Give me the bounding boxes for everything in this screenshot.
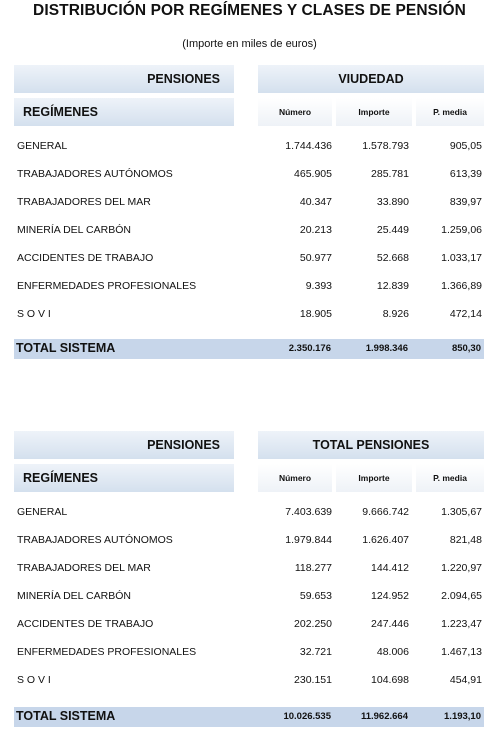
page-title: DISTRIBUCIÓN POR REGÍMENES Y CLASES DE PENSIÓN xyxy=(33,2,466,19)
row-media: 1.033,17 xyxy=(441,252,482,264)
row-label: MINERÍA DEL CARBÓN xyxy=(17,224,131,236)
column-header-media: P. media xyxy=(416,98,484,126)
row-numero: 50.977 xyxy=(299,252,332,264)
column-header-importe: Importe xyxy=(336,98,412,126)
table-row xyxy=(0,140,499,160)
column-header-media: P. media xyxy=(416,464,484,492)
pensiones-header: PENSIONES xyxy=(14,65,234,93)
row-importe: 104.698 xyxy=(371,674,409,686)
row-label: S O V I xyxy=(17,308,51,320)
table-row xyxy=(0,590,499,610)
row-media: 1.259,06 xyxy=(441,224,482,236)
row-importe: 124.952 xyxy=(371,590,409,602)
total-label: TOTAL SISTEMA xyxy=(16,709,116,723)
regimenes-header: REGÍMENES xyxy=(14,98,234,126)
total-numero: 2.350.176 xyxy=(288,343,331,354)
total-row xyxy=(14,339,484,359)
table-row xyxy=(0,618,499,638)
total-media: 1.193,10 xyxy=(444,711,481,722)
total-numero: 10.026.535 xyxy=(283,711,331,722)
row-importe: 144.412 xyxy=(371,562,409,574)
row-media: 1.220,97 xyxy=(441,562,482,574)
row-label: MINERÍA DEL CARBÓN xyxy=(17,590,131,602)
column-header-numero: Número xyxy=(258,464,332,492)
row-label: GENERAL xyxy=(17,506,68,518)
table-row xyxy=(0,196,499,216)
table-row xyxy=(0,224,499,244)
row-label: TRABAJADORES AUTÓNOMOS xyxy=(17,534,173,546)
row-numero: 1.744.436 xyxy=(285,140,332,152)
row-importe: 8.926 xyxy=(382,308,409,320)
clase-header: TOTAL PENSIONES xyxy=(258,431,484,459)
row-media: 905,05 xyxy=(449,140,482,152)
page-subtitle: (Importe en miles de euros) xyxy=(182,38,317,50)
row-importe: 1.626.407 xyxy=(362,534,409,546)
table-row xyxy=(0,280,499,300)
row-numero: 1.979.844 xyxy=(285,534,332,546)
row-numero: 18.905 xyxy=(299,308,332,320)
total-importe: 1.998.346 xyxy=(365,343,408,354)
row-importe: 1.578.793 xyxy=(362,140,409,152)
total-row xyxy=(14,707,484,727)
total-importe: 11.962.664 xyxy=(360,711,408,722)
row-label: TRABAJADORES DEL MAR xyxy=(17,562,151,574)
clase-header: VIUDEDAD xyxy=(258,65,484,93)
row-numero: 465.905 xyxy=(294,168,332,180)
row-numero: 40.347 xyxy=(299,196,332,208)
row-numero: 202.250 xyxy=(294,618,332,630)
row-media: 821,48 xyxy=(449,534,482,546)
row-numero: 230.151 xyxy=(294,674,332,686)
table-row xyxy=(0,674,499,694)
row-importe: 12.839 xyxy=(376,280,409,292)
table-row xyxy=(0,168,499,188)
row-numero: 7.403.639 xyxy=(285,506,332,518)
table-row xyxy=(0,252,499,272)
row-media: 472,14 xyxy=(449,308,482,320)
row-importe: 33.890 xyxy=(376,196,409,208)
row-media: 613,39 xyxy=(449,168,482,180)
row-numero: 32.721 xyxy=(299,646,332,658)
table-row xyxy=(0,506,499,526)
row-label: S O V I xyxy=(17,674,51,686)
row-numero: 59.653 xyxy=(299,590,332,602)
total-label: TOTAL SISTEMA xyxy=(16,341,116,355)
row-label: TRABAJADORES DEL MAR xyxy=(17,196,151,208)
column-header-importe: Importe xyxy=(336,464,412,492)
row-numero: 118.277 xyxy=(294,562,332,574)
table-row xyxy=(0,534,499,554)
row-importe: 25.449 xyxy=(376,224,409,236)
row-numero: 9.393 xyxy=(305,280,332,292)
row-label: ENFERMEDADES PROFESIONALES xyxy=(17,280,197,292)
row-media: 1.467,13 xyxy=(441,646,482,658)
row-media: 1.366,89 xyxy=(441,280,482,292)
table-row xyxy=(0,308,499,328)
row-media: 839,97 xyxy=(449,196,482,208)
row-media: 1.305,67 xyxy=(441,506,482,518)
total-media: 850,30 xyxy=(451,343,481,354)
row-label: GENERAL xyxy=(17,140,68,152)
row-label: ENFERMEDADES PROFESIONALES xyxy=(17,646,197,658)
row-media: 1.223,47 xyxy=(441,618,482,630)
row-media: 2.094,65 xyxy=(441,590,482,602)
row-label: TRABAJADORES AUTÓNOMOS xyxy=(17,168,173,180)
pensiones-header: PENSIONES xyxy=(14,431,234,459)
row-numero: 20.213 xyxy=(299,224,332,236)
column-header-numero: Número xyxy=(258,98,332,126)
row-importe: 48.006 xyxy=(376,646,409,658)
row-importe: 285.781 xyxy=(371,168,409,180)
row-label: ACCIDENTES DE TRABAJO xyxy=(17,252,154,264)
row-importe: 52.668 xyxy=(376,252,409,264)
row-importe: 9.666.742 xyxy=(362,506,409,518)
regimenes-header: REGÍMENES xyxy=(14,464,234,492)
table-row xyxy=(0,646,499,666)
row-label: ACCIDENTES DE TRABAJO xyxy=(17,618,154,630)
row-media: 454,91 xyxy=(449,674,482,686)
table-row xyxy=(0,562,499,582)
row-importe: 247.446 xyxy=(371,618,409,630)
